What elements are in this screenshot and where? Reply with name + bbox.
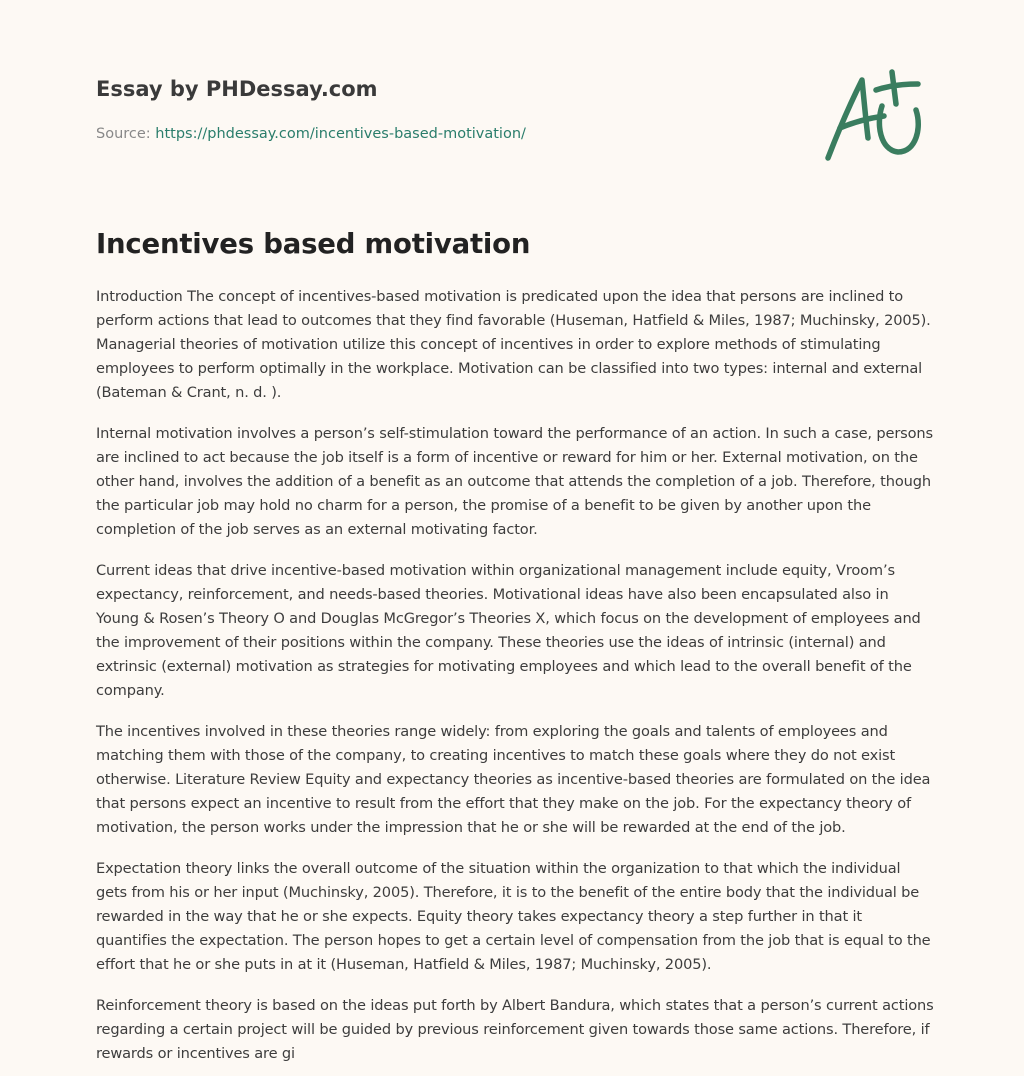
source-line bbox=[96, 123, 756, 145]
essay-paragraph: Internal motivation involves a person’s self-stimulation toward the performance of an action. In such a case, persons are inclined to act because the job itself is a form of incentive or reward for him or her. External motivation, on the other hand, involves the addition of a benefit as an outcome that attends the completion of a job. Therefore, though the particular job may hold no charm for a person, the promise of a benefit to be given by another upon the completion of the job serves as an external motivating factor. bbox=[96, 425, 933, 538]
a-plus-grade-icon bbox=[818, 66, 930, 166]
source-label: Source: bbox=[96, 126, 151, 142]
essay-paragraph: Current ideas that drive incentive-based motivation within organizational management include equity, Vroom’s expectancy, reinforcement, and needs-based theories. Motivational ideas have also been encapsulated also in Young & Rosen’s Theory O and Douglas McGregor’s Theories X, which focus on the development of employees and the improvement of their positions within the company. These theories use the ideas of intrinsic (internal) and extrinsic (external) motivation as strategies for motivating employees and which lead to the overall benefit of the company. bbox=[96, 562, 921, 699]
essay-body bbox=[96, 285, 934, 1076]
essay-paragraph: Expectation theory links the overall outcome of the situation within the organization to that which the individual gets from his or her input (Muchinsky, 2005). Therefore, it is to the benefit of the entire body that the individual be rewarded in the way that he or she expects. Equity theory takes expectancy theory a step further in that it quantifies the expectation. The person hopes to get a certain level of compensation from the job that is equal to the effort that he or she puts in at it (Huseman, Hatfield & Miles, 1987; Muchinsky, 2005). bbox=[96, 860, 931, 973]
essay-paragraph: The incentives involved in these theories range widely: from exploring the goals and talents of employees and matching them with those of the company, to creating incentives to match these goals where they do not exist otherwise. Literature Review Equity and expectancy theories as incentive-based theories are formulated on the idea that persons expect an incentive to result from the effort that they make on the job. For the expectancy theory of motivation, the person works under the impression that he or she will be rewarded at the end of the job. bbox=[96, 723, 931, 836]
essay-paragraph: Introduction The concept of incentives-based motivation is predicated upon the idea that persons are inclined to perform actions that lead to outcomes that they find favorable (Huseman, Hatfield & Miles, 1987; Muchinsky, 2005). Managerial theories of motivation utilize this concept of incentives in order to explore methods of stimulating employees to perform optimally in the workplace. Motivation can be classified into two types: internal and external (Bateman & Crant, n. d. ). bbox=[96, 288, 931, 401]
source-link[interactable]: https://phdessay.com/incentives-based-motivation/ bbox=[155, 126, 526, 142]
essay-title: Incentives based motivation bbox=[96, 228, 531, 260]
site-title: Essay by PHDessay.com bbox=[96, 77, 378, 101]
page-header bbox=[96, 74, 756, 145]
essay-paragraph: Reinforcement theory is based on the ideas put forth by Albert Bandura, which states that a person’s current actions regarding a certain project will be guided by previous reinforcement given towards those same actions. Therefore, if rewards or incentives are gi bbox=[96, 997, 934, 1062]
